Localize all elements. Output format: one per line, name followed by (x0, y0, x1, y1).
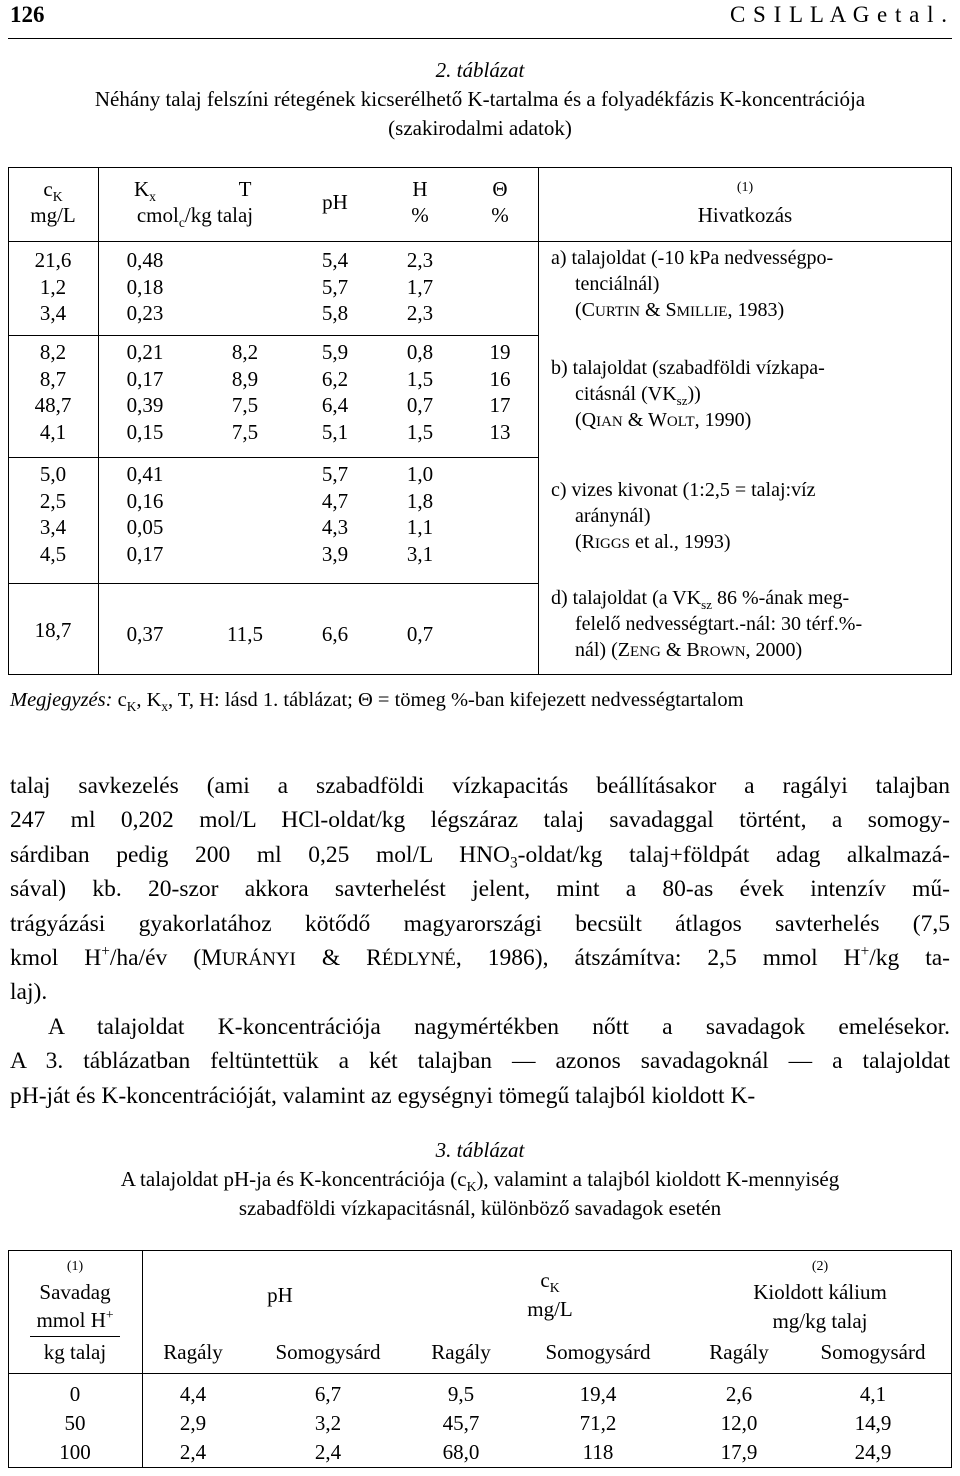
group-d-kx: 0,37 (126, 622, 164, 646)
group-c-kx (105, 461, 185, 567)
table-cell: 0,8 (406, 340, 434, 364)
table-cell: 3,4 (39, 515, 67, 539)
table-cell: 5,4 (321, 248, 349, 272)
table-cell: 7,5 (231, 419, 259, 444)
header-theta: Θ (492, 177, 508, 201)
header-ck: $c_K$ (43, 177, 63, 205)
group-a-ck (8, 247, 98, 327)
table3-label: 3. táblázat (435, 1138, 525, 1162)
header-ref: Hivatkozás (697, 203, 793, 227)
table-cell: 6,7 (314, 1382, 342, 1406)
table-cell: 2,9 (179, 1411, 207, 1435)
reference-a: a) talajoldat (-10 kPa nedvességpo- tenciálnál) (CURTIN & SMILLIE, 1983) (551, 247, 834, 321)
table-cell: 21,6 (34, 248, 72, 272)
body-paragraph (10, 769, 950, 1113)
table3-top-rule (8, 1250, 952, 1251)
table-cell: 0,16 (126, 488, 164, 513)
table2-title: Néhány talaj felszíni rétegének kicserélhető K-tartalma és a folyadékfázis K-koncentrációja (94, 87, 866, 111)
header-kioldott: Kioldott kálium (753, 1280, 887, 1304)
subheader-ragaly: Ragály (163, 1340, 223, 1364)
table2-right-border (951, 167, 952, 674)
table-cell: 0,48 (126, 248, 164, 272)
group-d-ph: 6,6 (321, 622, 349, 646)
header-kioldott-number: (2) (811, 1259, 829, 1274)
table-cell: 0,15 (126, 419, 164, 444)
table-cell: 1,8 (406, 488, 434, 513)
table-cell: 1,5 (406, 419, 434, 444)
table-cell: 0,05 (126, 515, 164, 539)
table-cell: 100 (59, 1440, 91, 1464)
subheader-ragaly: Ragály (709, 1340, 769, 1364)
table-cell: 0 (69, 1382, 81, 1406)
header-rule (8, 38, 952, 39)
group-separator (8, 583, 538, 584)
table3-title-line2: szabadföldi vízkapacitásnál, különböző savadagok esetén (238, 1196, 722, 1220)
table-cell: 4,7 (321, 488, 349, 513)
col-ph-ragaly (142, 1380, 244, 1467)
table-cell: 71,2 (579, 1411, 617, 1435)
table-cell: 8,7 (39, 366, 67, 391)
table-cell: 45,7 (442, 1411, 480, 1435)
table-cell: 1,0 (406, 462, 434, 486)
table-cell: 0,41 (126, 462, 164, 486)
page-number: 126 (10, 2, 45, 27)
group-d-t: 11,5 (227, 622, 263, 646)
col-k-ragaly (688, 1380, 790, 1467)
header-t: T (238, 177, 252, 201)
table-cell: 9,5 (447, 1382, 475, 1406)
table2-divider-ck (98, 167, 99, 674)
table-cell: 4,1 (859, 1382, 887, 1406)
fraction-bar (30, 1336, 120, 1337)
table-cell: 0,23 (126, 301, 164, 325)
header-kioldott-unit: mg/kg talaj (772, 1309, 868, 1333)
table3-title: A talajoldat pH-ja és K-koncentrációja $(c_K)$, valamint a talajból kioldott K-mennyiség (120, 1167, 840, 1195)
table-cell: 118 (582, 1440, 614, 1464)
table-cell: 2,5 (39, 488, 67, 513)
table-cell: 48,7 (34, 393, 72, 417)
group-c-ck (8, 461, 98, 567)
table-cell: 8,2 (231, 340, 259, 364)
reference-b: b) talajoldat (szabadföldi vízkapa- citásnál $(VK_{sz})$) (QIAN & WOLT, 1990) (551, 357, 825, 431)
table-cell: 2,4 (314, 1440, 342, 1464)
table-cell: 5,1 (321, 419, 349, 444)
subheader-ragaly: Ragály (431, 1340, 491, 1364)
table-cell: 2,6 (725, 1382, 753, 1406)
col-savadag (10, 1380, 140, 1467)
col-ck-ragaly (410, 1380, 512, 1467)
header-ph: pH (267, 1283, 293, 1307)
text-line: 247 ml 0,202 mol/L HCl-oldat/kg légszáraz talaj savadaggal történt, a somogy- (10, 807, 950, 834)
table-cell: 0,18 (126, 274, 164, 299)
reference-d: d) talajoldat (a $VK_{sz}$ 86 %-ának meg- felelő nedvességtart.-nál: 30 térf.%- nál) (ZENG & BROWN, 2000) (551, 587, 863, 661)
table-cell: 5,7 (321, 462, 349, 486)
header-savadag-unit: mmol H+ (36, 1307, 114, 1332)
group-b-t (205, 339, 285, 445)
table-cell: 19 (489, 340, 511, 364)
col-k-somogysard (797, 1380, 949, 1467)
table-cell: 3,4 (39, 301, 67, 325)
table-cell: 0,7 (406, 393, 434, 417)
table-cell: 3,9 (321, 541, 349, 566)
subheader-somogysard: Somogysárd (820, 1340, 926, 1364)
text-line: sárdiban pedig 200 ml 0,25 mol/L $HNO_3-oldat/kg$ talaj+földpát adag alkalmazá- (10, 841, 950, 872)
group-b-ck (8, 339, 98, 445)
table-cell: 5,7 (321, 274, 349, 299)
subheader-somogysard: Somogysárd (275, 1340, 381, 1364)
table2-header-rule (8, 241, 952, 242)
table-cell: 5,0 (39, 462, 67, 486)
table-cell: 3,1 (406, 541, 434, 566)
col-ck-somogysard (522, 1380, 674, 1467)
text-line: trágyázási gyakorlatához kötődő magyarországi becsült átlagos savterhelés (7,5 (10, 910, 950, 937)
table2-divider-ref (538, 167, 539, 674)
table2-note: Megjegyzés: $c_K$, $K_x$, T, H: lásd 1. táblázat; Θ = tömeg %-ban kifejezett nedvességtartalom (10, 689, 744, 715)
group-separator (8, 335, 538, 336)
text-line: kmol H+/ha/év (MURÁNYI & RÉDLYNÉ, 1986), átszámítva: 2,5 mmol H+/kg ta- (10, 943, 950, 971)
col-ph-somogysard (252, 1380, 404, 1467)
header-savadag-number: (1) (66, 1259, 84, 1274)
subheader-somogysard: Somogysárd (545, 1340, 651, 1364)
group-b-theta (465, 339, 535, 445)
table-cell: 7,5 (231, 393, 259, 417)
group-a-ph (300, 247, 370, 327)
header-cmol: cmol$_c$/kg talaj (136, 203, 254, 231)
table-cell: 2,4 (179, 1440, 207, 1464)
table-cell: 5,8 (321, 301, 349, 325)
table-cell: 8,2 (39, 340, 67, 364)
table2-bottom-rule (8, 674, 952, 675)
table-cell: 2,3 (406, 248, 434, 272)
table-cell: 6,2 (321, 366, 349, 391)
table-cell: 19,4 (579, 1382, 617, 1406)
table-cell: 12,0 (720, 1411, 758, 1435)
header-ck: $c_K$ (540, 1268, 560, 1296)
group-a-h (380, 247, 460, 327)
table3-header-rule (8, 1373, 952, 1374)
header-h: H (412, 177, 428, 201)
table-cell: 1,1 (406, 515, 434, 539)
group-c-ph (300, 461, 370, 567)
group-b-kx (105, 339, 185, 445)
table-cell: 68,0 (442, 1440, 480, 1464)
group-c-h (380, 461, 460, 567)
header-ref-number: (1) (736, 180, 754, 195)
table-cell: 0,39 (126, 393, 164, 417)
header-ck-unit: mg/L (527, 1297, 573, 1321)
table3-bottom-rule (8, 1467, 952, 1468)
table-cell: 3,2 (314, 1411, 342, 1435)
text-line: laj). (10, 979, 48, 1006)
table-cell: 17 (489, 393, 511, 417)
table2-label: 2. táblázat (435, 58, 525, 82)
table-cell: 0,21 (126, 340, 164, 364)
table-cell: 17,9 (720, 1440, 758, 1464)
header-ph: pH (322, 190, 348, 214)
group-d-h: 0,7 (406, 622, 434, 646)
header-ck-unit: mg/L (30, 203, 76, 227)
group-separator (8, 457, 538, 458)
header-savadag-denominator: kg talaj (43, 1340, 107, 1364)
group-b-h (380, 339, 460, 445)
table3-left-border (8, 1250, 9, 1467)
table-cell: 13 (489, 419, 511, 444)
running-title: C S I L L A G e t a l . (729, 2, 948, 27)
table-cell: 1,5 (406, 366, 434, 391)
group-a-kx (105, 247, 185, 327)
table-cell: 16 (489, 366, 511, 391)
text-line: A 3. táblázatban feltüntettük a két talajban — azonos savadagoknál — a talajoldat (10, 1048, 950, 1075)
table-cell: 4,5 (39, 541, 67, 566)
text-line: A talajoldat K-koncentrációja nagymértékben nőtt a savadagok emelésekor. (48, 1013, 950, 1040)
text-line: pH-ját és K-koncentrációját, valamint az egységnyi tömegű talajból kioldott K- (10, 1082, 756, 1109)
header-h-unit: % (411, 203, 429, 227)
group-b-ph (300, 339, 370, 445)
group-d-ck: 18,7 (34, 618, 72, 642)
table-cell: 0,17 (126, 541, 164, 566)
text-line: talaj savkezelés (ami a szabadföldi vízkapacitás beállításakor a ragályi talajban (10, 773, 950, 799)
table-cell: 8,9 (231, 366, 259, 391)
header-theta-unit: % (491, 203, 509, 227)
table3-right-border (951, 1250, 952, 1467)
table-cell: 4,1 (39, 419, 67, 444)
table2-top-rule (8, 167, 952, 168)
table-cell: 24,9 (854, 1440, 892, 1464)
table-cell: 0,17 (126, 366, 164, 391)
table-cell: 5,9 (321, 340, 349, 364)
reference-c: c) vizes kivonat (1:2,5 = talaj:víz aránynál) (RIGGS et al., 1993) (551, 479, 816, 553)
header-kx: $K_x$ (134, 177, 156, 205)
table-cell: 14,9 (854, 1411, 892, 1435)
table-cell: 4,3 (321, 515, 349, 539)
text-line: sával) kb. 20-szor akkora savterhelést jelent, mint a 80-as évek intenzív mű- (10, 876, 950, 903)
table-cell: 50 (64, 1411, 86, 1435)
table-cell: 2,3 (406, 301, 434, 325)
table-cell: 4,4 (179, 1382, 207, 1406)
header-savadag: Savadag (39, 1280, 111, 1304)
table2-title-line2: (szakirodalmi adatok) (388, 116, 572, 140)
table-cell: 6,4 (321, 393, 349, 417)
table-cell: 1,2 (39, 274, 67, 299)
table-cell: 1,7 (406, 274, 434, 299)
